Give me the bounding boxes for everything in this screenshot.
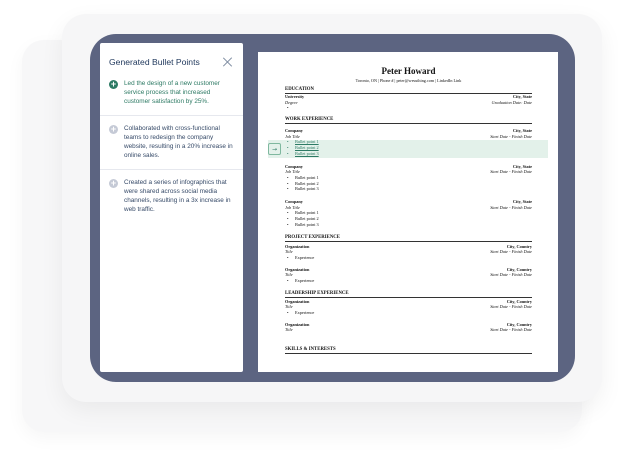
edu-points	[285, 105, 532, 111]
insert-arrow-icon[interactable]: →	[268, 143, 281, 155]
list-item[interactable]: • Bullet point 1	[285, 139, 532, 145]
section-title: EDUCATION	[285, 87, 532, 94]
list-item: • Bullet point 3	[285, 222, 532, 228]
bullet-suggestion-text: Collaborated with cross-functional teams to redesign the company website, resulting in a 20% increase in online sales.	[124, 125, 233, 159]
plus-circle-icon[interactable]: +	[110, 124, 117, 134]
project-entry	[285, 267, 532, 284]
location: City, Country	[506, 321, 532, 327]
list-item: • Bullet point 1	[285, 175, 532, 181]
resume-name: Peter Howard	[381, 66, 436, 76]
job-title: Job Title	[285, 169, 300, 175]
panel-header	[100, 43, 243, 71]
company: Company	[285, 163, 303, 169]
resume-document	[258, 52, 558, 372]
bullet-list	[285, 278, 532, 284]
bullet-list	[285, 310, 532, 316]
dates: Start Date - Finish Date	[490, 204, 532, 210]
leadership-entry	[285, 322, 532, 333]
list-item: • Experience	[285, 255, 532, 261]
job-title: Job Title	[285, 133, 300, 139]
location: City, State	[512, 127, 532, 133]
location: City, Country	[506, 243, 532, 249]
bullet-suggestion[interactable]	[100, 170, 243, 223]
work-entry	[285, 164, 532, 193]
edu-location: City, State	[512, 94, 532, 99]
dates: Start Date - Finish Date	[490, 249, 532, 255]
resume-contact: Toronto, ON | Phone # | peter@wesuthing.com | LinkedIn Link	[355, 78, 462, 83]
close-icon[interactable]	[223, 57, 233, 67]
list-item: • Bullet point 2	[285, 181, 532, 187]
location: City, State	[512, 163, 532, 169]
section-title: SKILLS & INTERESTS	[285, 347, 532, 354]
panel-title: Generated Bullet Points	[109, 56, 200, 67]
work-entry	[285, 199, 532, 228]
bullet-suggestion-text: Created a series of infographics that were shared across social media channels, resulting in a 3x increase in web traffic.	[124, 179, 231, 213]
organization: Organization	[285, 298, 310, 304]
organization: Organization	[285, 321, 310, 327]
job-title: Job Title	[285, 204, 300, 210]
role: Title	[285, 304, 293, 310]
dates: Start Date - Finish Date	[490, 272, 532, 278]
organization: Organization	[285, 243, 310, 249]
location: City, Country	[506, 298, 532, 304]
bullet-list	[285, 255, 532, 261]
plus-circle-icon[interactable]: +	[110, 79, 117, 89]
company: Company	[285, 127, 303, 133]
bullet-list	[285, 210, 532, 227]
plus-circle-icon[interactable]: +	[110, 178, 117, 188]
bullet-list[interactable]	[285, 139, 532, 156]
leadership-entry	[285, 299, 532, 316]
edu-degree: Degree	[285, 99, 298, 105]
dates: Start Date - Finish Date	[490, 327, 532, 333]
role: Title	[285, 327, 293, 333]
company: Company	[285, 199, 303, 205]
role: Title	[285, 272, 293, 278]
location: City, State	[512, 199, 532, 205]
list-item[interactable]: • Bullet point 3	[285, 151, 532, 157]
role: Title	[285, 249, 293, 255]
bullet-suggestion[interactable]	[100, 116, 243, 170]
dates: Start Date - Finish Date	[490, 169, 532, 175]
list-item	[285, 105, 532, 111]
bullet-list	[285, 175, 532, 192]
edu-school: University	[285, 94, 305, 99]
section-title: PROJECT EXPERIENCE	[285, 235, 532, 242]
list-item[interactable]: • Bullet point 2	[285, 145, 532, 151]
generated-bullets-panel	[100, 43, 243, 372]
organization: Organization	[285, 266, 310, 272]
resume-content	[285, 52, 532, 354]
section-title: LEADERSHIP EXPERIENCE	[285, 291, 532, 298]
list-item: • Experience	[285, 310, 532, 316]
list-item: • Bullet point 3	[285, 186, 532, 192]
edu-date: Graduation Date: Date	[491, 99, 532, 105]
work-entry	[285, 128, 532, 157]
location: City, Country	[506, 266, 532, 272]
list-item: • Bullet point 2	[285, 216, 532, 222]
bullet-suggestion[interactable]	[100, 71, 243, 116]
entry-row	[285, 327, 532, 333]
project-entry	[285, 244, 532, 261]
list-item: • Bullet point 1	[285, 210, 532, 216]
list-item: • Experience	[285, 278, 532, 284]
dates: Start Date - Finish Date	[490, 304, 532, 310]
dates: Start Date - Finish Date	[490, 133, 532, 139]
section-title: WORK EXPERIENCE	[285, 117, 532, 124]
bullet-suggestion-text: Led the design of a new customer service process that increased customer satisfaction by 25%.	[124, 80, 220, 105]
